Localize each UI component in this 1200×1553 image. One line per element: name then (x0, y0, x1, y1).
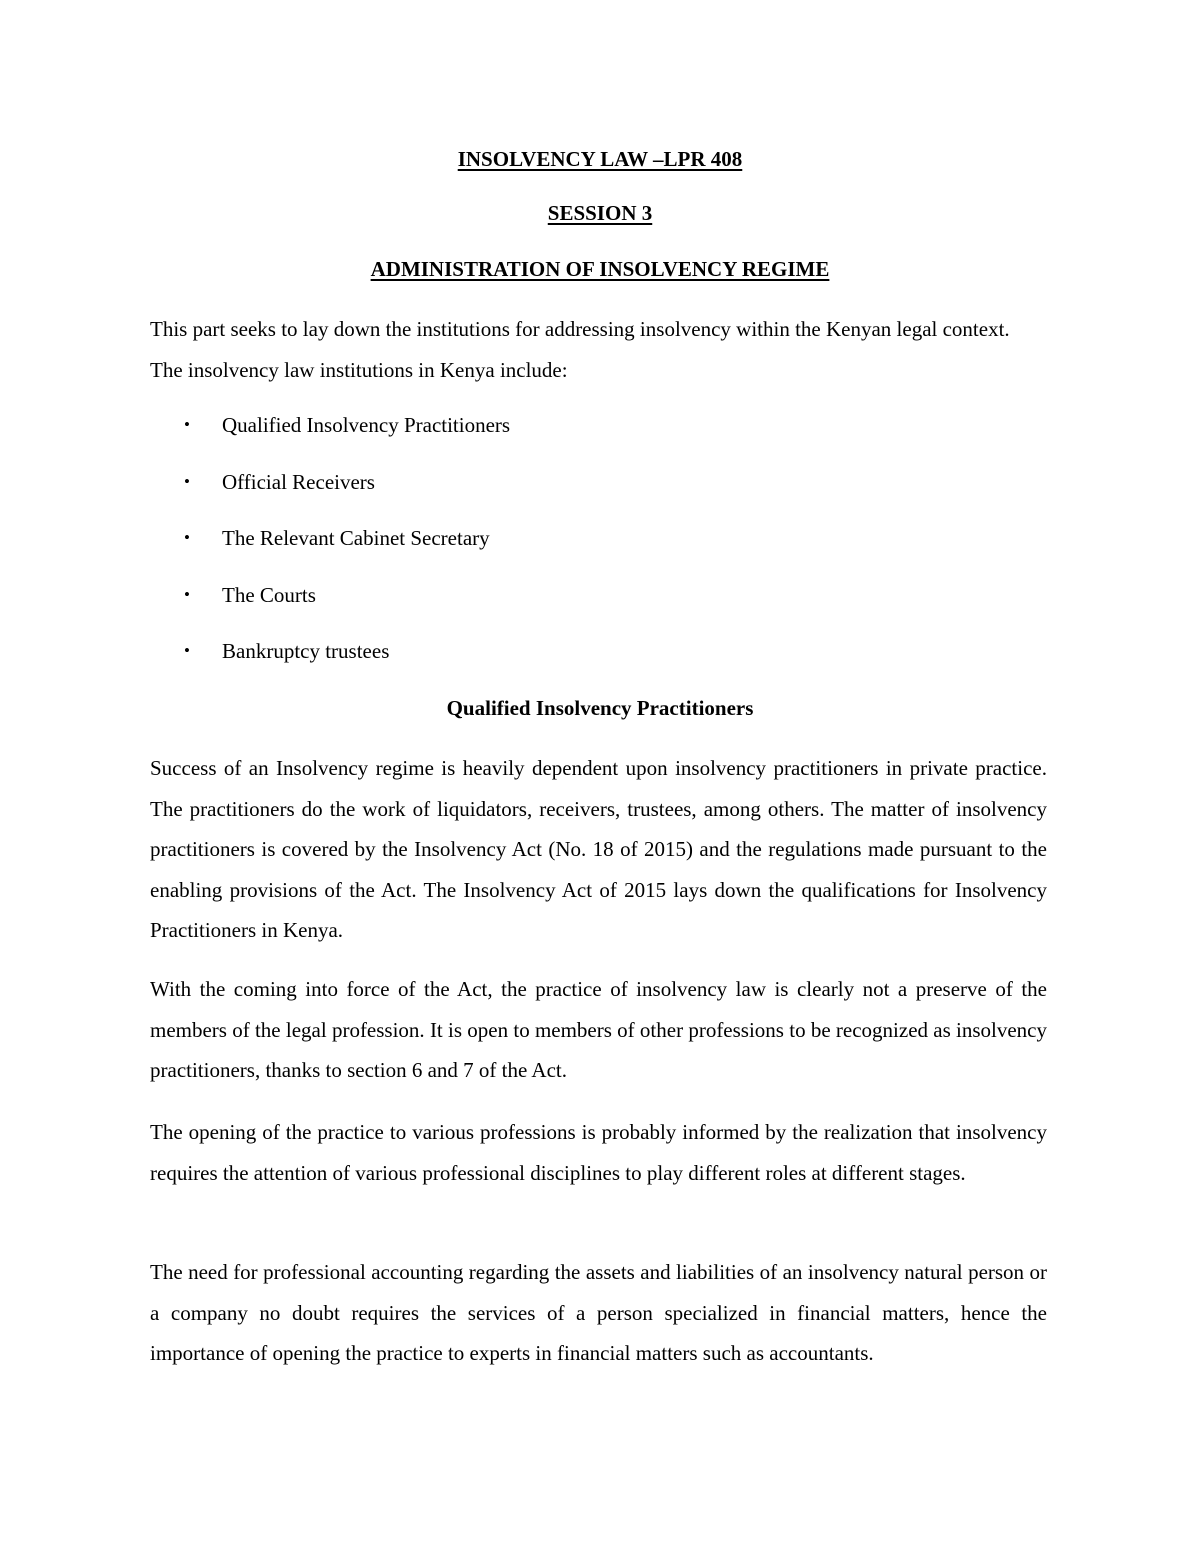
bullet-icon: • (184, 584, 190, 604)
bullet-icon: • (184, 471, 190, 491)
bullet-icon: • (184, 641, 190, 660)
session-label: SESSION 3 (547, 201, 653, 225)
list-item-label: Official Receivers (222, 469, 375, 494)
document-title: INSOLVENCY LAW –LPR 408 (457, 147, 743, 171)
section-title: ADMINISTRATION OF INSOLVENCY REGIME (370, 257, 830, 281)
body-paragraph: The need for professional accounting regarding the assets and liabilities of an insolvency natural person or a company no doubt requires the services of a person specialized in financial matters, hence the importance of opening the practice to experts in financial matters such as accountants. (150, 1260, 1047, 1365)
list-item-label: The Relevant Cabinet Secretary (222, 526, 490, 550)
bullet-icon: • (184, 415, 190, 434)
institutions-list (150, 405, 1047, 688)
body-paragraph: The opening of the practice to various professions is probably informed by the realization that insolvency requires the attention of various professional disciplines to play different roles at different stages. (150, 1120, 1047, 1185)
list-item-label: Bankruptcy trustees (222, 639, 390, 663)
list-item-label: Qualified Insolvency Practitioners (222, 413, 511, 437)
subsection-title: Qualified Insolvency Practitioners (446, 696, 754, 720)
intro-paragraph: This part seeks to lay down the institutions for addressing insolvency within the Kenyan legal context. The insolvency law institutions in Kenya include: (150, 317, 1010, 382)
list-item (150, 631, 1047, 688)
list-item (150, 518, 1047, 575)
list-item (150, 405, 1047, 462)
bullet-icon: • (184, 528, 190, 547)
list-item (150, 575, 1047, 632)
body-paragraph: Success of an Insolvency regime is heavily dependent upon insolvency practitioners in private practice. The practitioners do the work of liquidators, receivers, trustees, among others. The matter of insolvency practitioners is covered by the Insolvency Act (No. 18 of 2015) and the regulations made pursuant to the enabling provisions of the Act. The Insolvency Act of 2015 lays down the qualifications for Insolvency Practitioners in Kenya. (150, 756, 1047, 942)
list-item-label: The Courts (222, 582, 316, 607)
list-item (150, 462, 1047, 519)
body-paragraph: With the coming into force of the Act, the practice of insolvency law is clearly not a preserve of the members of the legal profession. It is open to members of other professions to be recognized as insolvency practitioners, thanks to section 6 and 7 of the Act. (150, 977, 1047, 1082)
